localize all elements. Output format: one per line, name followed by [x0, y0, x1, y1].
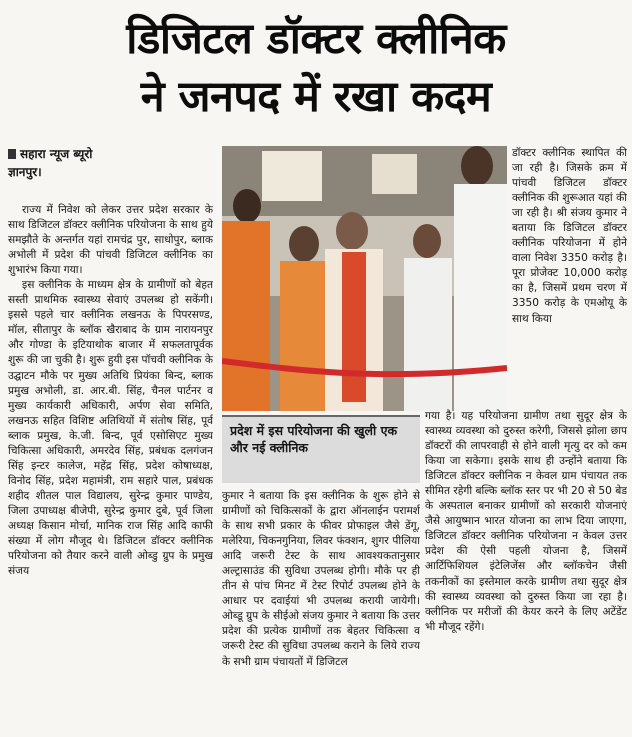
byline-agency: सहारा न्यूज ब्यूरो — [20, 147, 93, 161]
paragraph: इस क्लीनिक के माध्यम क्षेत्र के ग्रामीणों को बेहत सस्ती प्राथमिक स्वास्थ्य सेवाएं उपलब्ध हो सकेंगी। इससे पहले चार क्लीनिक लखनऊ के पिपरसण्ड, मॉल, सीतापुर के ब्लॉक खैराबाद के ग्राम नारायनपुर और गोण्डा के इटियाथोक बाजार में सफलतापूर्वक शुरू की जा चुकी है। शुरू हुयी इस पॉचवी क्लीनिक के उद्घाटन मौके पर मुख्य अतिथि प्रियंका बिन्द, ब्लाक प्रमुख अभोली, डा. आर.बी. सिंह, चैनल पार्टनर व मुख्य कार्यकारी अधिकारी, अर्पण सेवा समिति, लखनऊ सहित विशिष्ट अतिथियों में संतोष सिंह, पूर्व ब्लाक प्रमुख, के.जी. बिन्द, पूर्व एसोसिएट मुख्य चिकित्सा अधिकारी, अमरदेव सिंह, प्रबंधक दलगंजन सिंह इन्टर कालेज, महेंद्र सिंह, प्रदेश कोषाध्यक्ष, विनोद सिंह, प्रदेश महामंत्री, राम सहारे पाल, प्रबंधक शहीद शीतल पाल विद्यालय, सुरेन्द्र कुमार पाण्डेय, जिला उपाध्यक्ष बीजेपी, सुरेन्द्र कुमार दुबे, पूर्व जिला अध्यक्ष किसान मोर्चा, मानिक राज सिंह आदि काफी संख्या में लोग मौजूद थे। डिजिटल डॉक्टर क्लीनिक परियोजना को तैयार करने वाली ओब्डु ग्रुप के प्रमुख संजय — [8, 279, 213, 578]
headline-line-2: ने जनपद में रखा कदम — [140, 72, 492, 122]
byline — [8, 145, 213, 181]
inauguration-photo-image — [222, 146, 507, 411]
paragraph: राज्य में निवेश को लेकर उत्तर प्रदेश सरकार के साथ डिजिटल डॉक्टर क्लीनिक परियोजना के साथ हुये समझौते के अन्तर्गत यहां रामचंद्र पुर, साधोपुर, ब्लाक अभोली में प्रदेश की पांचवी डिजिटल क्लीनिक का शुभारंभ किया गया। — [8, 204, 213, 277]
byline-place: ज्ञानपुर। — [8, 165, 42, 179]
article-column-2 — [222, 489, 420, 735]
subheading-box — [222, 415, 420, 483]
article-column-3-bottom — [425, 409, 627, 735]
inauguration-photo — [222, 146, 507, 411]
paragraph: गया है। यह परियोजना ग्रामीण तथा सुदूर क्षेत्र के स्वास्थ्य व्यवस्था को दुरुस्त करेगी, जिससे झोला छाप डॉक्टरों की लापरवाही से होने वाली मृत्यु दर को कम किया जा सकेगा। इसके साथ ही उन्होंने बताया कि डिजिटल डॉक्टर क्लीनिक न केवल ग्राम पंचायत तक सीमित रहेगी बल्कि ब्लॉक स्तर पर भी 20 से 50 बेड के अस्पताल बनाकर ग्रामीणों को सरकारी योजनाएं जैसे आयुष्मान भारत योजना का लाभ दिया जाएगा, डिजिटल डॉक्टर क्लीनिक परियोजना न केवल उत्तर प्रदेश की ऐसी पहली योजना है, जिसमें आर्टिफिशियल इंटेलिजेंस और ब्लॉकचेन जैसी तकनीकों का इस्तेमाल करके ग्रामीण तथा सुदूर क्षेत्र की स्वास्थ्य व्यवस्था को दुरुस्त किया जा रहा है। क्लीनिक पर मरीजों की केयर करने के लिए अटेंडेंट भी मौजूद रहेंगे। — [425, 410, 627, 633]
paragraph: कुमार ने बताया कि इस क्लीनिक के शुरू होने से ग्रामीणों को चिकित्सकों के द्वारा ऑनलाईन परामर्श के साथ सभी प्रकार के फीवर प्रोफाइल जैसे डेंगू, मलेरिया, चिकनगुनिया, लिवर फंक्शन, शुगर पीलिया आदि जरूरी टेस्ट के साथ आवश्यकतानुसार अल्ट्रासाउंड की सुविधा उपलब्ध होगी। मौके पर ही तीन से पांच मिनट में टेस्ट रिपोर्ट उपलब्ध होने के आधार पर दवाईयां भी उपलब्ध करायी जायेगी। ओब्डू ग्रुप के सीईओ संजय कुमार ने बताया कि उत्तर प्रदेश की प्रत्येक ग्रामीणों तक बेहतर चिकित्सा व जरूरी टेस्ट की सुविधा उपलब्ध कराने के लिये राज्य के सभी ग्राम पंचायतों में डिजिटल — [222, 490, 420, 668]
article-column-1 — [8, 203, 213, 735]
headline — [0, 0, 632, 138]
byline-marker-icon — [8, 149, 16, 159]
article-column-3-top — [512, 146, 627, 408]
subheading: प्रदेश में इस परियोजना की खुली एक और नई क्लीनिक — [230, 423, 398, 455]
headline-line-1: डिजिटल डॉक्टर क्लीनिक — [126, 14, 506, 64]
paragraph: डॉक्टर क्लीनिक स्थापित की जा रही है। जिसके क्रम में पांचवी डिजिटल डॉक्टर क्लीनिक की शुरूआत यहां की जा रही है। श्री संजय कुमार ने बताया कि डिजिटल डॉक्टर क्लीनिक परियोजना में होने वाला निवेश 3350 करोड़ है। पूरा प्रोजेक्ट 10,000 करोड़ का है, जिसमें प्रथम चरण में 3350 करोड़ के एमओयू के साथ किया — [512, 147, 627, 325]
